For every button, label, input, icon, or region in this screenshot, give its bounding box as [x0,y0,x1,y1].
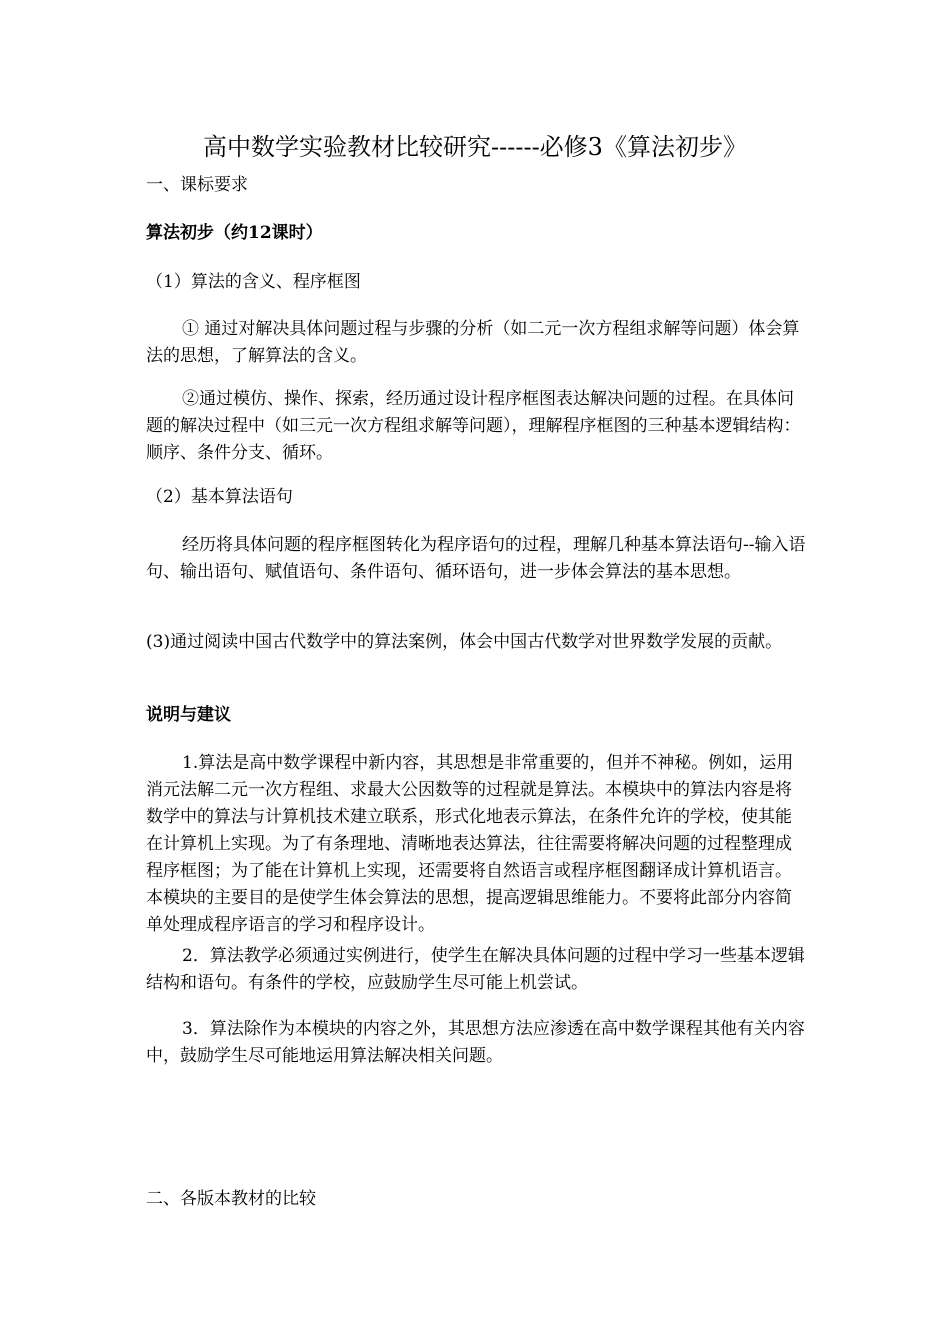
module-heading: 算法初步（约12课时） [146,223,323,243]
item3-text: (3)通过阅读中国古代数学中的算法案例，体会中国古代数学对世界数学发展的贡献。 [146,632,783,652]
item1-point2: ②通过模仿、操作、探索，经历通过设计程序框图表达解决问题的过程。在具体问题的解决过程中（如三元一次方程组求解等问题），理解程序框图的三种基本逻辑结构：顺序、条件分支、循环。 [146,389,801,463]
item1-heading: （1）算法的含义、程序框图 [146,272,361,292]
item1-point1: ① 通过对解决具体问题过程与步骤的分析（如二元一次方程组求解等问题）体会算法的思想，了解算法的含义。 [146,319,800,366]
item2-heading: （2）基本算法语句 [146,487,293,507]
section2-heading: 二、各版本教材的比较 [146,1189,316,1209]
section1-heading: 一、课标要求 [146,175,248,195]
note1-paragraph: 1.算法是高中数学课程中新内容，其思想是非常重要的，但并不神秘。例如，运用消元法解二元一次方程组、求最大公因数等的过程就是算法。本模块中的算法内容是将数学中的算法与计算机技术建立联系，形式化地表示算法，在条件允许的学校，使其能在计算机上实现。为了有条理地、清晰地表达算法，往往需要将解决问题的过程整理成程序框图；为了能在计算机上实现，还需要将自然语言或程序框图翻译成计算机语言。本模块的主要目的是使学生体会算法的思想，提高逻辑思维能力。不要将此部分内容简单处理成程序语言的学习和程序设计。 [146,753,794,935]
note2-paragraph: 2．算法教学必须通过实例进行，使学生在解决具体问题的过程中学习一些基本逻辑结构和语句。有条件的学校，应鼓励学生尽可能上机尝试。 [146,946,805,993]
note3-paragraph: 3．算法除作为本模块的内容之外，其思想方法应渗透在高中数学课程其他有关内容中，鼓励学生尽可能地运用算法解决相关问题。 [146,1019,805,1066]
item2-text: 经历将具体问题的程序框图转化为程序语句的过程，理解几种基本算法语句--输入语句、输出语句、赋值语句、条件语句、循环语句，进一步体会算法的基本思想。 [146,535,806,582]
notes-heading: 说明与建议 [146,705,231,725]
document-title: 高中数学实验教材比较研究------必修3《算法初步》 [203,133,747,161]
